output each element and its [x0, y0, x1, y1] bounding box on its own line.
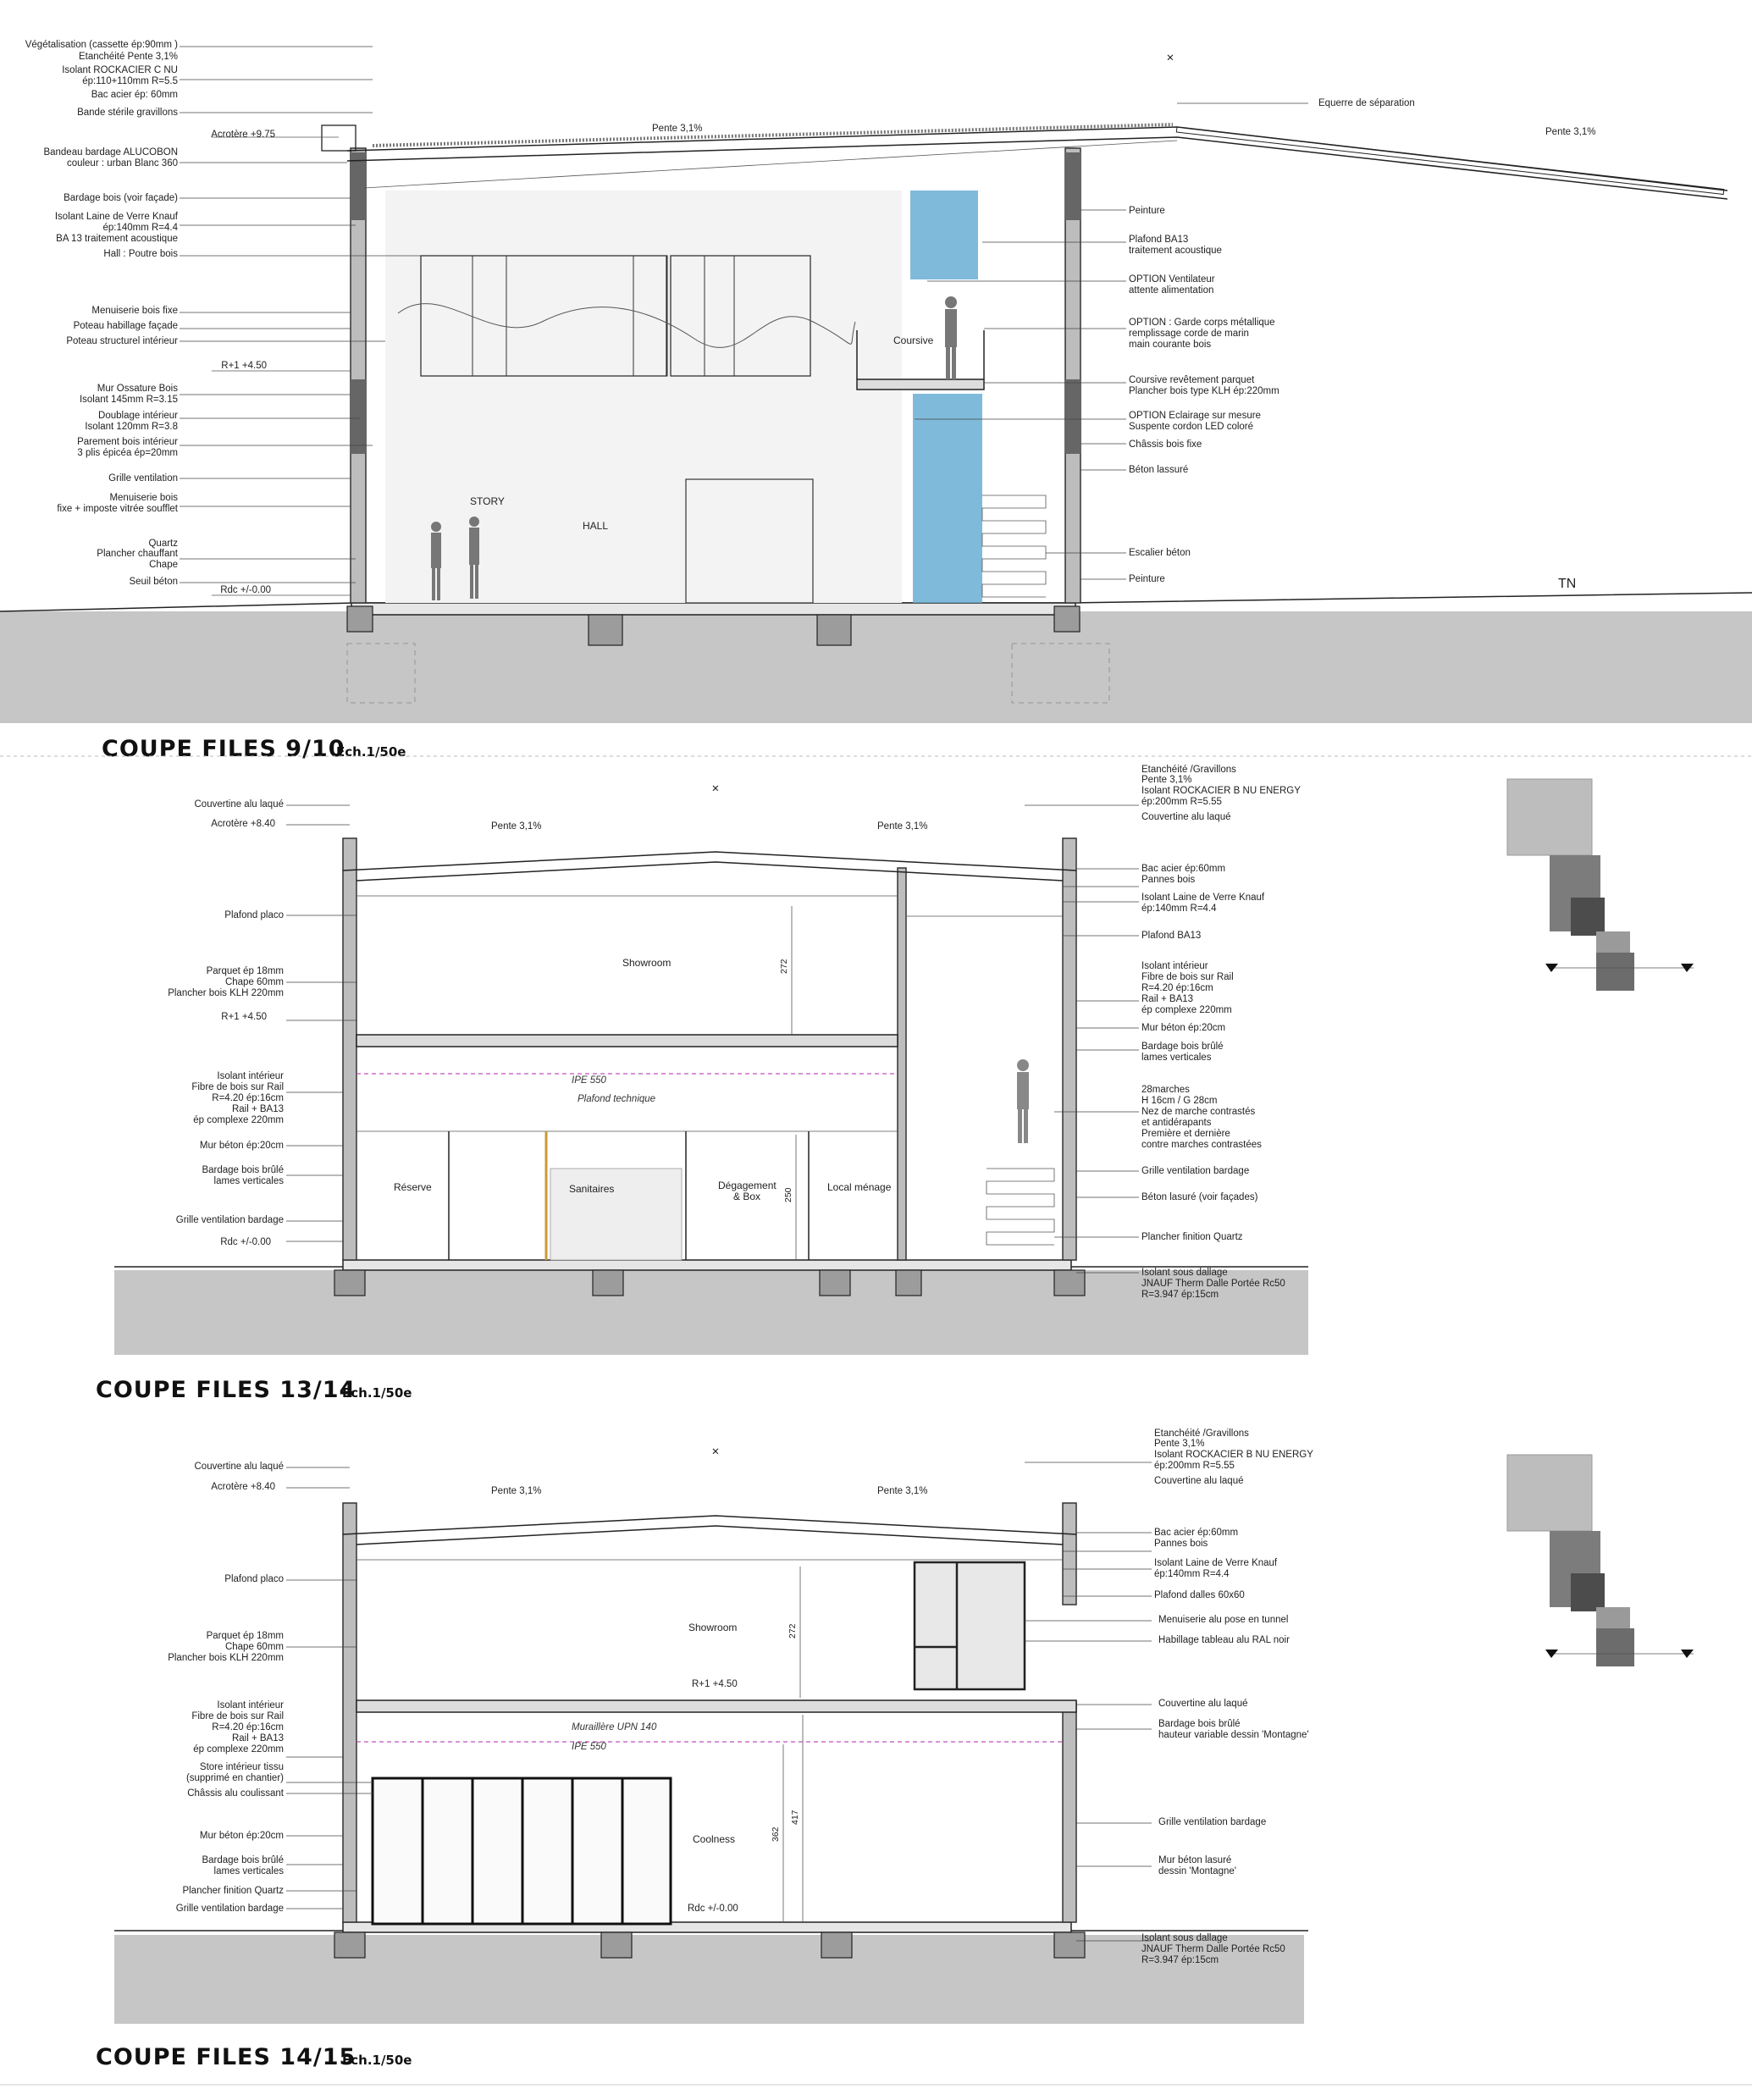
dimension-label: 250 [783, 1187, 793, 1202]
label: Fibre de bois sur Rail [1141, 972, 1234, 982]
label: ép:140mm R=4.4 [102, 223, 178, 233]
label: Plancher chauffant [97, 549, 178, 559]
label: Bac acier ép:60mm [1141, 864, 1226, 874]
label: couleur : urban Blanc 360 [66, 158, 178, 169]
key-plan-block [1596, 953, 1634, 991]
label: Peinture [1129, 574, 1165, 584]
label: Store intérieur tissu [199, 1762, 284, 1772]
label: OPTION : Garde corps métallique [1129, 318, 1275, 328]
label: Grille ventilation bardage [1141, 1166, 1250, 1176]
tn-label: TN [1558, 577, 1577, 591]
label: Menuiserie bois [109, 493, 178, 503]
label: Pente 3,1% [1154, 1439, 1205, 1449]
wall-panel [351, 152, 366, 220]
label: Mur béton ép:20cm [199, 1831, 284, 1841]
footing [593, 1270, 623, 1296]
label: remplissage corde de marin [1129, 329, 1249, 339]
label: R=3.947 ép:15cm [1141, 1290, 1219, 1300]
room-label: Dégagement [718, 1180, 777, 1191]
section-scale: Ech.1/50e [336, 744, 406, 760]
footing [820, 1270, 850, 1296]
staircase [982, 495, 1046, 597]
level-label: Acrotère +8.40 [211, 819, 275, 829]
label: R=4.20 ép:16cm [212, 1093, 284, 1103]
label: Menuiserie bois fixe [91, 306, 178, 316]
slope-label: Pente 3,1% [491, 1486, 542, 1496]
label: Nez de marche contrastés [1141, 1107, 1256, 1117]
dimension-label: 362 [771, 1826, 781, 1842]
label: Peinture [1129, 206, 1165, 216]
slope-label: Pente 3,1% [1545, 127, 1596, 137]
level-label: Acrotère +8.40 [211, 1482, 275, 1492]
label: OPTION Ventilateur [1129, 274, 1215, 285]
label: Parquet ép 18mm [206, 966, 284, 976]
ceiling-label: Plafond technique [578, 1094, 656, 1104]
label: Mur béton lasuré [1158, 1855, 1232, 1865]
label: lames verticales [213, 1176, 284, 1186]
footing [1054, 1932, 1085, 1958]
label: Isolant Laine de Verre Knauf [54, 212, 178, 222]
footing [589, 615, 622, 645]
label: Plafond BA13 [1129, 235, 1189, 245]
acroterion [322, 125, 356, 151]
label: Plancher bois KLH 220mm [168, 988, 284, 998]
label: fixe + imposte vitrée soufflet [57, 504, 178, 514]
label: Rail + BA13 [231, 1733, 284, 1744]
ground-slab [343, 1260, 1071, 1270]
label: Isolant 145mm R=3.15 [79, 395, 178, 405]
right-wall-upper [1063, 1503, 1076, 1605]
room-label: Showroom [622, 957, 672, 969]
label: Châssis bois fixe [1129, 439, 1202, 450]
slope-label: Pente 3,1% [652, 124, 703, 134]
label: ép complexe 220mm [193, 1115, 284, 1125]
label: Isolant intérieur [217, 1071, 284, 1081]
label: Bardage bois (voir façade) [64, 193, 178, 203]
label: ép:140mm R=4.4 [1141, 904, 1217, 914]
footing [821, 1932, 852, 1958]
label: attente alimentation [1129, 285, 1214, 296]
upper-floor [356, 1700, 1076, 1712]
slope-label: Pente 3,1% [877, 1486, 928, 1496]
ceiling-line [364, 141, 1177, 188]
room-label: HALL [583, 520, 609, 532]
room-label: Coursive [893, 334, 934, 346]
label: Isolant Laine de Verre Knauf [1141, 892, 1265, 903]
label: ép:140mm R=4.4 [1154, 1569, 1230, 1579]
dimension-label: 417 [790, 1810, 800, 1825]
label: Béton lassuré [1129, 465, 1189, 475]
section-title: COUPE FILES 14/15 [96, 2044, 356, 2070]
label: Quartz [148, 539, 178, 549]
label: Couvertine alu laqué [1158, 1699, 1248, 1709]
footing [1054, 606, 1080, 632]
section-mark: ✕ [711, 1447, 720, 1457]
label: Mur Ossature Bois [97, 384, 178, 394]
adjacent-roof [1176, 127, 1724, 195]
ground-fill [0, 611, 1752, 723]
label: R=4.20 ép:16cm [212, 1722, 284, 1732]
coursive-floor [857, 379, 984, 390]
room-label: Local ménage [827, 1181, 892, 1193]
dimension-label: 272 [779, 959, 789, 974]
label: Isolant ROCKACIER B NU ENERGY [1154, 1450, 1313, 1460]
label: ép complexe 220mm [1141, 1005, 1232, 1015]
label: Grille ventilation [108, 473, 178, 484]
label: Isolant ROCKACIER C NU [62, 65, 178, 75]
glass-panel-bottom [913, 394, 982, 603]
label: Béton lasuré (voir façades) [1141, 1192, 1258, 1202]
key-plan-block [1507, 779, 1592, 855]
label: ép complexe 220mm [193, 1744, 284, 1755]
label: Bardage bois brûlé [202, 1855, 284, 1865]
label: Mur béton ép:20cm [199, 1141, 284, 1151]
label: Pente 3,1% [1141, 775, 1192, 785]
label: Isolant intérieur [217, 1700, 284, 1710]
leaders-left [180, 47, 421, 583]
label: Poteau structurel intérieur [66, 336, 178, 346]
label: Rail + BA13 [1141, 994, 1194, 1004]
label: Bandeau bardage ALUCOBON [43, 147, 178, 158]
label: Equerre de séparation [1318, 98, 1415, 108]
label: Plancher finition Quartz [182, 1886, 284, 1896]
label: Bardage bois brûlé [1158, 1719, 1241, 1729]
footing [334, 1270, 365, 1296]
label: Bac acier ép: 60mm [91, 90, 178, 100]
section-title: COUPE FILES 9/10 [102, 736, 345, 762]
beam-label: IPE 550 [572, 1742, 606, 1752]
label: Châssis alu coulissant [187, 1788, 284, 1799]
slope-label: Pente 3,1% [491, 821, 542, 832]
beam-label: Muraillère UPN 140 [572, 1722, 657, 1732]
label: Chape [149, 560, 178, 570]
level-label: R+1 +4.50 [692, 1679, 738, 1689]
label: Plancher bois type KLH ép:220mm [1129, 386, 1279, 396]
footing [334, 1932, 365, 1958]
room-label: & Box [733, 1191, 761, 1202]
label: Isolant sous dallage [1141, 1268, 1228, 1278]
label: R=3.947 ép:15cm [1141, 1955, 1219, 1965]
label: contre marches contrastées [1141, 1140, 1262, 1150]
label: Rail + BA13 [231, 1104, 284, 1114]
label: Habillage tableau alu RAL noir [1158, 1635, 1290, 1645]
label: Bardage bois brûlé [1141, 1042, 1224, 1052]
level-label: Acrotère +9.75 [211, 130, 275, 140]
label: Plafond placo [224, 910, 284, 920]
label: ép:200mm R=5.55 [1141, 797, 1222, 807]
label: Couvertine alu laqué [194, 799, 284, 810]
label: Grille ventilation bardage [175, 1215, 284, 1225]
label: Etanchéité /Gravillons [1154, 1429, 1249, 1439]
interior-wall [898, 868, 906, 1260]
beam-label: IPE 550 [572, 1075, 606, 1086]
key-plan-block [1571, 1573, 1605, 1611]
roof-line-inner [347, 137, 1727, 199]
label: lames verticales [213, 1866, 284, 1876]
label: Parement bois intérieur [77, 437, 178, 447]
room-label: STORY [470, 495, 505, 507]
ground-fill [114, 1935, 1304, 2024]
ground-slab [351, 603, 1075, 615]
label: BA 13 traitement acoustique [56, 234, 178, 244]
label: Plafond dalles 60x60 [1154, 1590, 1245, 1600]
left-wall [343, 838, 356, 1260]
label: Parquet ép 18mm [206, 1631, 284, 1641]
wall-panel [351, 379, 366, 454]
level-label: R+1 +4.50 [221, 361, 267, 371]
label: Chape 60mm [224, 1642, 284, 1652]
left-wall [343, 1503, 356, 1922]
footing [817, 615, 851, 645]
label: JNAUF Therm Dalle Portée Rc50 [1141, 1944, 1285, 1954]
label: Seuil béton [129, 577, 178, 587]
key-plan-block [1596, 1628, 1634, 1666]
label: hauteur variable dessin 'Montagne' [1158, 1730, 1309, 1740]
label: Couvertine alu laqué [194, 1462, 284, 1472]
label: (supprimé en chantier) [185, 1773, 284, 1783]
label: Escalier béton [1129, 548, 1191, 558]
label: Grille ventilation bardage [1158, 1817, 1267, 1827]
key-plan-block [1507, 1455, 1592, 1531]
label: Coursive revêtement parquet [1129, 375, 1255, 385]
label: Isolant Laine de Verre Knauf [1154, 1558, 1278, 1568]
room-label: Coolness [693, 1833, 736, 1845]
label: Fibre de bois sur Rail [191, 1082, 284, 1092]
level-label: Rdc +/-0.00 [688, 1904, 738, 1914]
footing [347, 606, 373, 632]
section-mark: ✕ [1166, 53, 1174, 64]
label: Suspente cordon LED coloré [1129, 422, 1254, 432]
label: Isolant 120mm R=3.8 [85, 422, 178, 432]
label: Couvertine alu laqué [1154, 1476, 1244, 1486]
label: Isolant ROCKACIER B NU ENERGY [1141, 786, 1301, 796]
label: OPTION Eclairage sur mesure [1129, 411, 1261, 421]
person-silhouette [1017, 1059, 1029, 1143]
label: Etanchéité Pente 3,1% [79, 52, 178, 62]
label: Bande stérile gravillons [77, 108, 178, 118]
slope-label: Pente 3,1% [877, 821, 928, 832]
footing [601, 1932, 632, 1958]
label: H 16cm / G 28cm [1141, 1096, 1218, 1106]
label: Pannes bois [1154, 1539, 1208, 1549]
window-frame [915, 1562, 1025, 1689]
label: Pannes bois [1141, 875, 1196, 885]
label: et antidérapants [1141, 1118, 1212, 1128]
label: R=4.20 ép:16cm [1141, 983, 1213, 993]
label: Grille ventilation bardage [175, 1904, 284, 1914]
staircase [987, 1169, 1054, 1245]
label: 3 plis épicéa ép=20mm [77, 448, 178, 458]
glass-panel-top [910, 191, 978, 279]
level-label: Rdc +/-0.00 [220, 585, 271, 595]
label: lames verticales [1141, 1053, 1212, 1063]
right-wall-lower [1063, 1702, 1076, 1922]
upper-floor [356, 1035, 898, 1047]
interior-wall-surface [385, 191, 902, 603]
label: Poteau habillage façade [73, 321, 178, 331]
label: main courante bois [1129, 340, 1212, 350]
wall-panel [1065, 379, 1080, 454]
wall-panel [1065, 152, 1080, 220]
label: Menuiserie alu pose en tunnel [1158, 1615, 1289, 1625]
level-label: R+1 +4.50 [221, 1012, 267, 1022]
label: traitement acoustique [1129, 246, 1222, 256]
roof-line [343, 1516, 1076, 1534]
section-scale: Ech.1/50e [342, 1385, 412, 1401]
section-title: COUPE FILES 13/14 [96, 1377, 356, 1403]
label: Plancher bois KLH 220mm [168, 1653, 284, 1663]
section-14-15 [114, 1447, 1694, 2024]
label: dessin 'Montagne' [1158, 1866, 1236, 1876]
label: Couvertine alu laqué [1141, 812, 1231, 822]
label: Végétalisation (cassette ép:90mm ) [25, 40, 178, 50]
label: Hall : Poutre bois [103, 249, 178, 259]
label: 28marches [1141, 1085, 1190, 1095]
label: Isolant intérieur [1141, 961, 1208, 971]
room-label: Réserve [394, 1181, 432, 1193]
section-9-10 [0, 47, 1752, 723]
label: Etanchéité /Gravillons [1141, 765, 1236, 775]
label: Première et dernière [1141, 1129, 1230, 1139]
footing [896, 1270, 921, 1296]
label: Fibre de bois sur Rail [191, 1711, 284, 1721]
label: Doublage intérieur [98, 411, 178, 421]
label: Chape 60mm [224, 977, 284, 987]
person-silhouette [945, 296, 957, 379]
label: JNAUF Therm Dalle Portée Rc50 [1141, 1279, 1285, 1289]
label: Isolant sous dallage [1141, 1933, 1228, 1943]
room-label: Showroom [688, 1622, 738, 1633]
roof-line [347, 127, 1727, 191]
label: ép:110+110mm R=5.5 [82, 76, 178, 86]
label: Plafond placo [224, 1574, 284, 1584]
roof-line [343, 852, 1076, 870]
section-mark: ✕ [711, 784, 720, 794]
room-label: Sanitaires [569, 1183, 615, 1195]
label: Bardage bois brûlé [202, 1165, 284, 1175]
level-label: Rdc +/-0.00 [220, 1237, 271, 1247]
label: Bac acier ép:60mm [1154, 1528, 1239, 1538]
leaders-right [1025, 805, 1139, 1273]
label: Plancher finition Quartz [1141, 1232, 1243, 1242]
label: Mur béton ép:20cm [1141, 1023, 1226, 1033]
footing [1054, 1270, 1085, 1296]
dimension-label: 272 [788, 1623, 798, 1639]
vegetation-layer [373, 124, 1173, 146]
ground-fill [114, 1270, 1308, 1355]
key-plan-block [1571, 898, 1605, 936]
label: Plafond BA13 [1141, 931, 1202, 941]
label: ép:200mm R=5.55 [1154, 1461, 1235, 1471]
section-scale: Ech.1/50e [342, 2053, 412, 2068]
section-13-14 [114, 779, 1694, 1355]
